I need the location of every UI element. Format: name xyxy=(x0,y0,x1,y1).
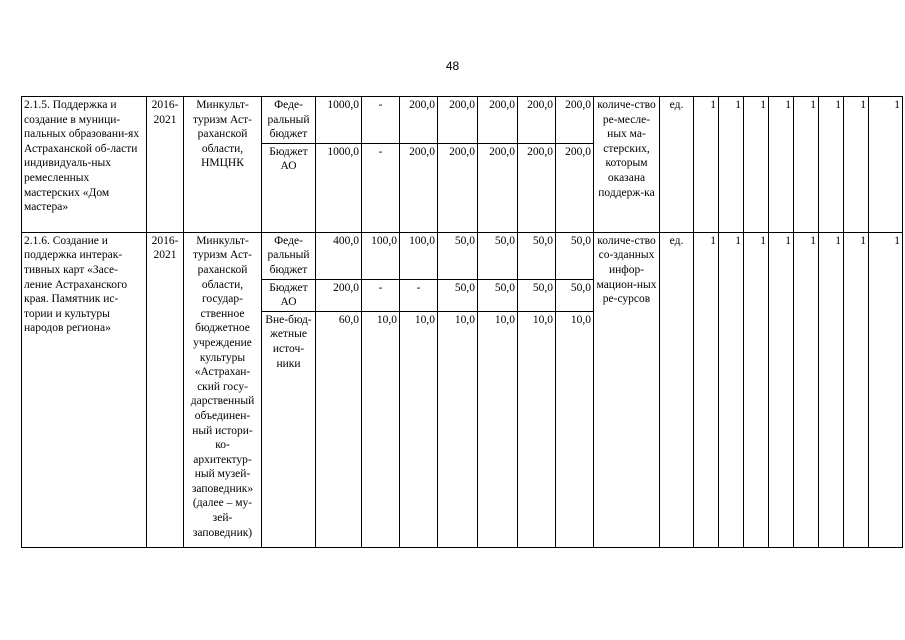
funding-value: 50,0 xyxy=(556,279,594,311)
funding-value: 10,0 xyxy=(438,311,478,547)
funding-value: 200,0 xyxy=(400,143,438,232)
target-value: 1 xyxy=(694,232,719,547)
target-value: 1 xyxy=(794,97,819,233)
page-number: 48 xyxy=(445,59,460,73)
funding-value: - xyxy=(362,143,400,232)
target-value: 1 xyxy=(744,232,769,547)
funding-value: 200,0 xyxy=(438,97,478,144)
funding-source: Феде-ральный бюджет xyxy=(262,97,316,144)
funding-value: 200,0 xyxy=(556,97,594,144)
funding-source: Бюджет АО xyxy=(262,279,316,311)
funding-value: 200,0 xyxy=(556,143,594,232)
funding-value: 200,0 xyxy=(478,97,518,144)
target-value: 1 xyxy=(844,232,869,547)
funding-value: 50,0 xyxy=(518,279,556,311)
target-value: 1 xyxy=(794,232,819,547)
indicator-unit: ед. xyxy=(660,232,694,547)
indicator-name: количе-ство ре-месле-ных ма-стерских, которым оказана поддерж-ка xyxy=(594,97,660,233)
activity-executor: Минкульт-туризм Аст-раханской области, НМЦНК xyxy=(184,97,262,233)
funding-source: Бюджет АО xyxy=(262,143,316,232)
target-value: 1 xyxy=(769,97,794,233)
target-value: 1 xyxy=(869,232,903,547)
funding-source: Вне-бюд-жетные источ-ники xyxy=(262,311,316,547)
activity-period: 2016-2021 xyxy=(147,232,184,547)
target-value: 1 xyxy=(744,97,769,233)
funding-value: 10,0 xyxy=(556,311,594,547)
activity-name: 2.1.6. Создание и поддержка интерак-тивных карт «Засе-ление Астраханского края. Памятник ис-тории и культуры народов региона» xyxy=(22,232,147,547)
target-value: 1 xyxy=(819,232,844,547)
funding-value: 200,0 xyxy=(400,97,438,144)
indicator-name: количе-ство со-зданных инфор-мацион-ных ре-сурсов xyxy=(594,232,660,547)
table-row xyxy=(22,97,903,144)
activity-executor: Минкульт-туризм Аст-раханской области, государ-ственное бюджетное учреждение культуры «Астрахан-ский госу-дарственный объединен-ный истори-ко-архитектур-ный музей-заповедник» (далее – му-зей-заповедник) xyxy=(184,232,262,547)
funding-value: 100,0 xyxy=(400,232,438,279)
funding-value: 10,0 xyxy=(478,311,518,547)
funding-value: 200,0 xyxy=(518,143,556,232)
funding-value: 10,0 xyxy=(400,311,438,547)
funding-value: - xyxy=(362,97,400,144)
funding-value: - xyxy=(362,279,400,311)
funding-value: 10,0 xyxy=(518,311,556,547)
funding-value: 1000,0 xyxy=(316,143,362,232)
activity-name: 2.1.5. Поддержка и создание в муници-пальных образовани-ях Астраханской об-ласти индивидуаль-ных ремесленных мастерских «Дом мастера» xyxy=(22,97,147,233)
funding-value: 200,0 xyxy=(438,143,478,232)
funding-value: 100,0 xyxy=(362,232,400,279)
target-value: 1 xyxy=(769,232,794,547)
funding-value: 400,0 xyxy=(316,232,362,279)
funding-value: 200,0 xyxy=(518,97,556,144)
funding-value: 50,0 xyxy=(478,232,518,279)
funding-source: Феде-ральный бюджет xyxy=(262,232,316,279)
program-activities-table xyxy=(21,96,903,548)
activity-period: 2016-2021 xyxy=(147,97,184,233)
target-value: 1 xyxy=(719,232,744,547)
funding-value: 50,0 xyxy=(478,279,518,311)
target-value: 1 xyxy=(844,97,869,233)
target-value: 1 xyxy=(819,97,844,233)
funding-value: 50,0 xyxy=(438,232,478,279)
funding-value: - xyxy=(400,279,438,311)
target-value: 1 xyxy=(694,97,719,233)
funding-value: 50,0 xyxy=(556,232,594,279)
indicator-unit: ед. xyxy=(660,97,694,233)
target-value: 1 xyxy=(869,97,903,233)
table-row xyxy=(22,232,903,279)
funding-value: 10,0 xyxy=(362,311,400,547)
funding-value: 200,0 xyxy=(316,279,362,311)
funding-value: 1000,0 xyxy=(316,97,362,144)
funding-value: 50,0 xyxy=(438,279,478,311)
target-value: 1 xyxy=(719,97,744,233)
funding-value: 60,0 xyxy=(316,311,362,547)
funding-value: 50,0 xyxy=(518,232,556,279)
funding-value: 200,0 xyxy=(478,143,518,232)
